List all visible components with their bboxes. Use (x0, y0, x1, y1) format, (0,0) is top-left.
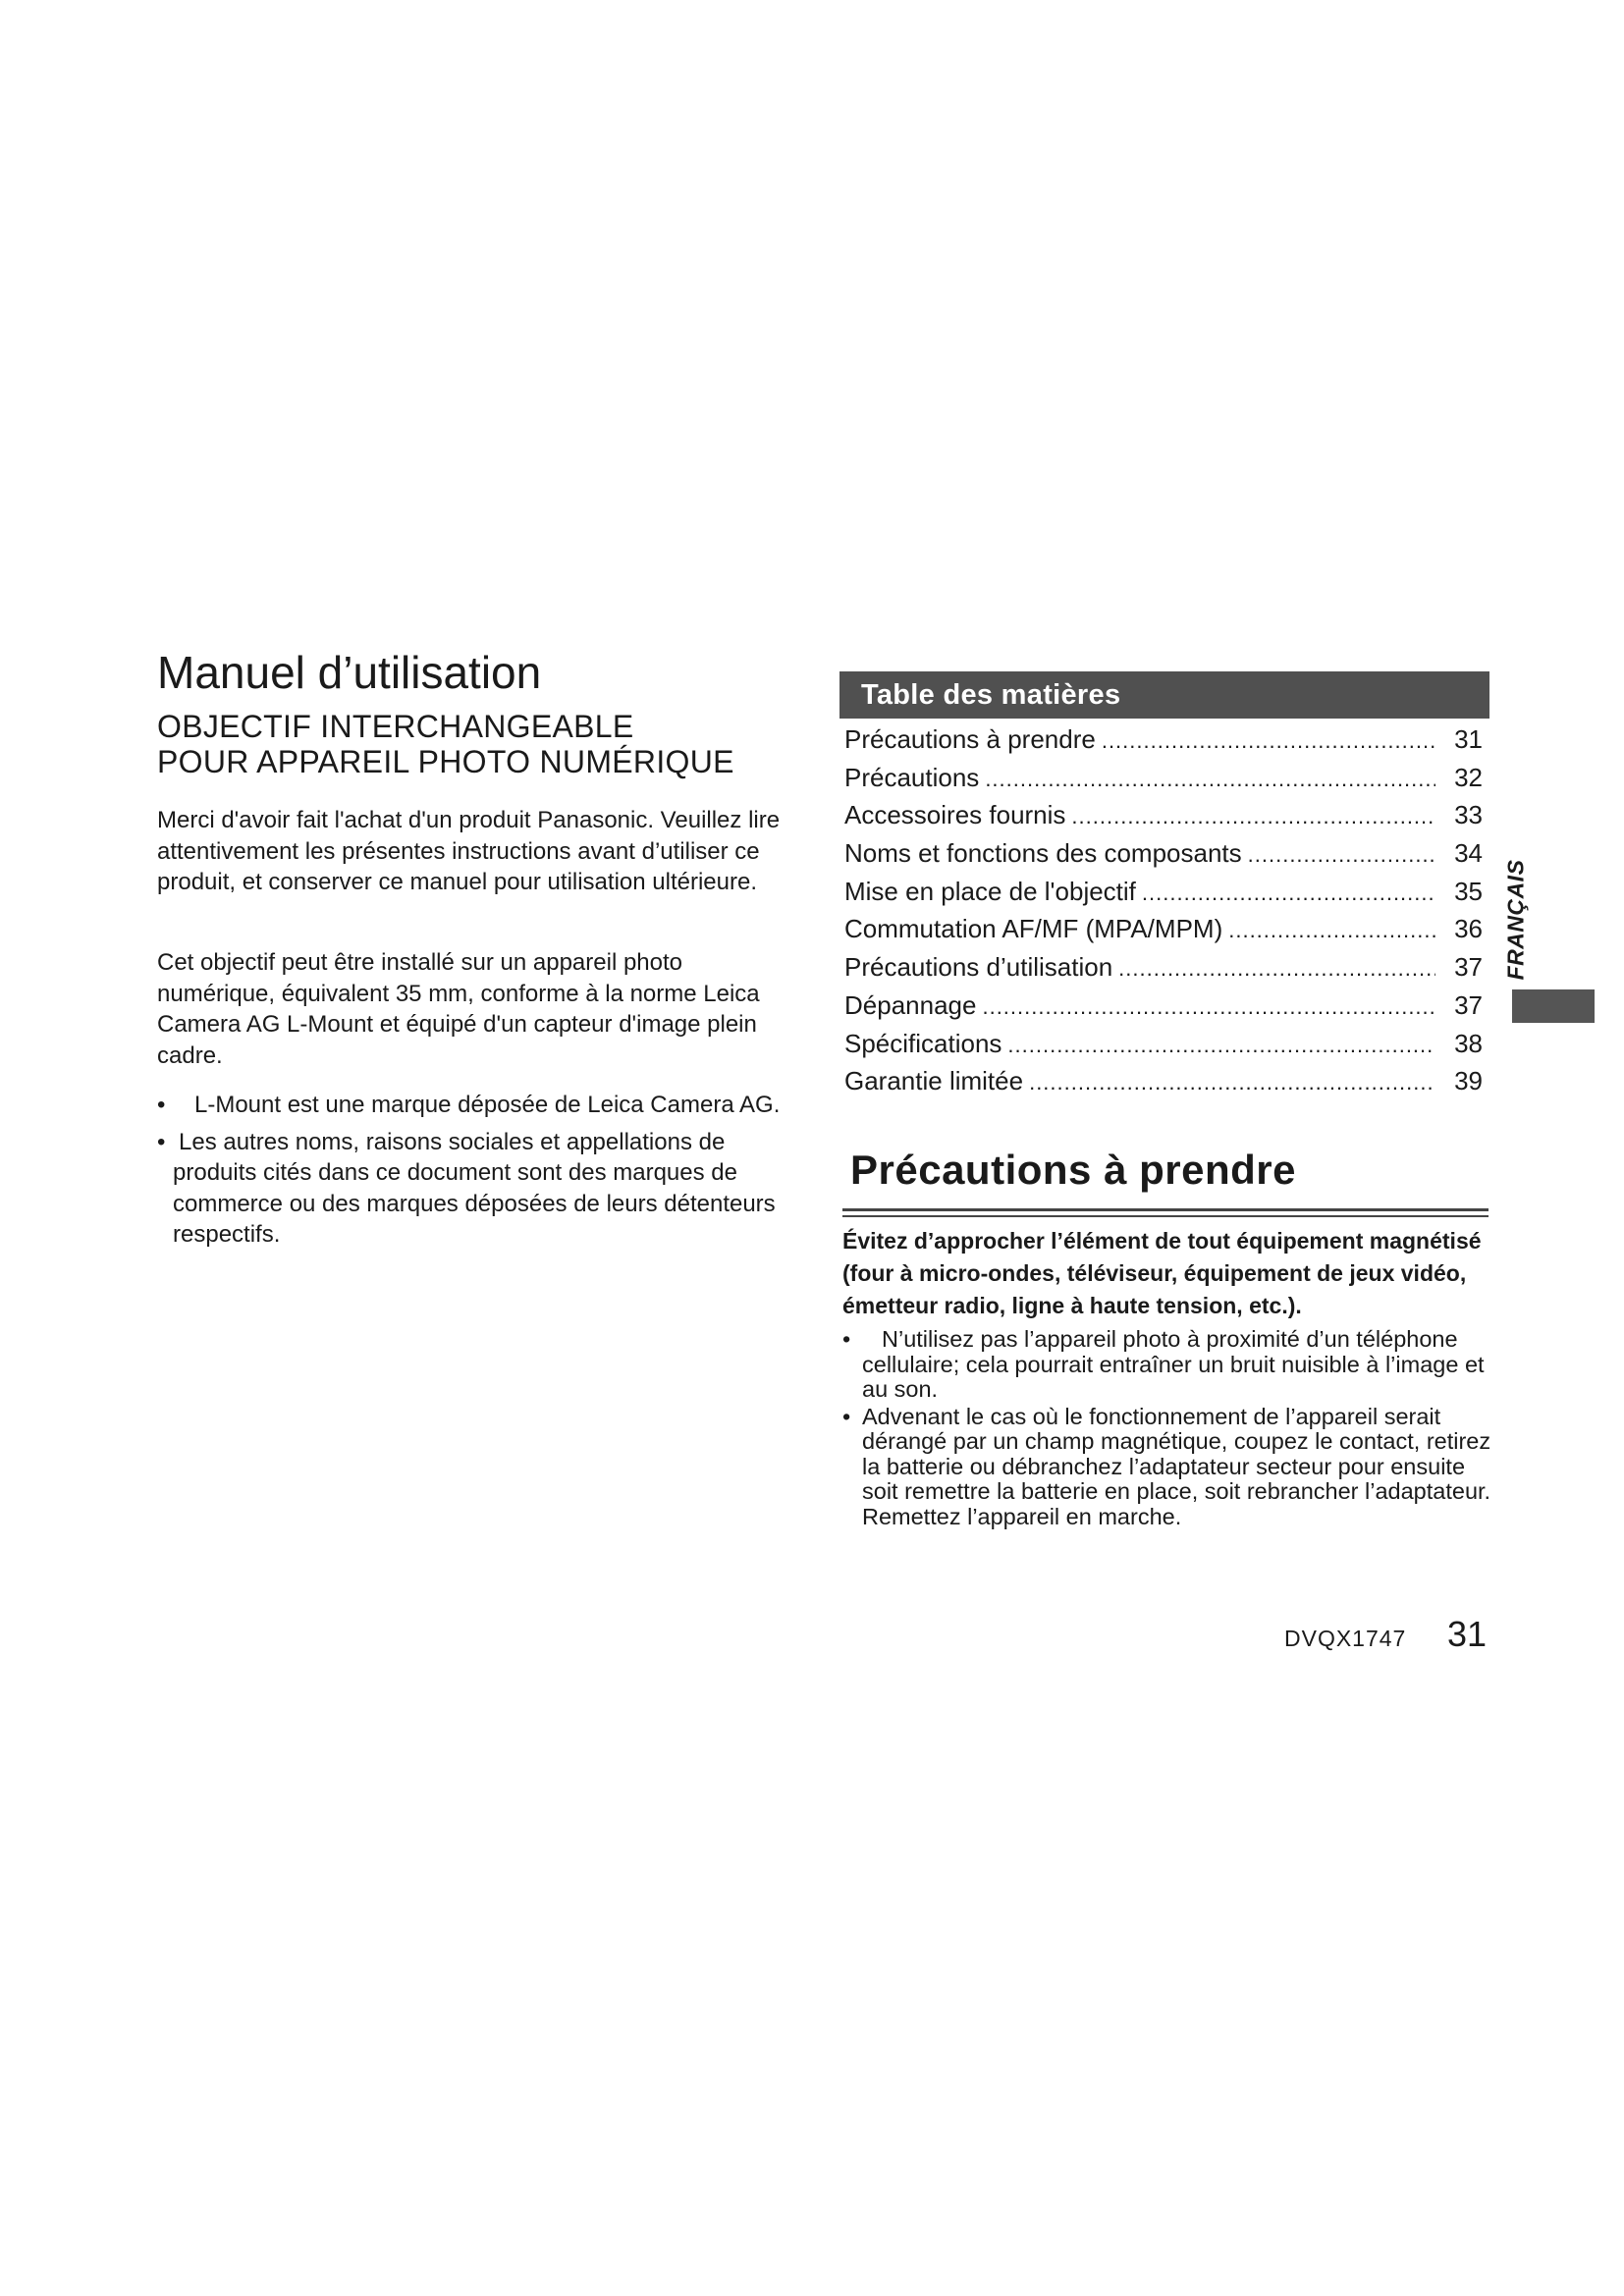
toc-entry[interactable] (844, 952, 1483, 990)
toc-entry-page: 38 (1454, 1028, 1483, 1058)
toc-header (839, 671, 1489, 719)
toc-entry[interactable] (844, 1066, 1483, 1104)
toc-entry[interactable] (844, 990, 1483, 1029)
subtitle-line-1: OBJECTIF INTERCHANGEABLE (157, 709, 634, 744)
toc-entry-label: Spécifications (844, 1028, 1002, 1058)
toc-entry-label: Précautions à prendre (844, 724, 1096, 754)
intro-paragraph-thanks: Merci d'avoir fait l'achat d'un produit Panasonic. Veuillez lire attentivement les présentes instructions avant d’utiliser ce produit, et conserver ce manuel pour utilisation ultérieure. (157, 807, 781, 895)
document-code: DVQX1747 (1284, 1626, 1407, 1651)
dot-leader (982, 994, 1435, 1020)
toc-entry-label: Précautions (844, 762, 980, 792)
language-tab-marker (1512, 989, 1595, 1023)
toc-entry-page: 32 (1454, 762, 1483, 792)
toc-entry[interactable] (844, 763, 1483, 801)
dot-leader (1029, 1070, 1435, 1095)
list-item (157, 1127, 785, 1251)
section-divider (842, 1208, 1489, 1211)
bullet-icon: • (842, 1403, 851, 1429)
page-number: 31 (1447, 1614, 1488, 1654)
toc-entry-page: 39 (1454, 1066, 1483, 1096)
toc-entry-page: 37 (1454, 952, 1483, 983)
toc-heading: Table des matières (861, 679, 1121, 711)
toc-entry-label: Accessoires fournis (844, 800, 1066, 830)
toc-entry-label: Commutation AF/MF (MPA/MPM) (844, 914, 1223, 944)
toc-entry[interactable] (844, 914, 1483, 952)
dot-leader (1248, 842, 1435, 868)
dot-leader (1071, 804, 1435, 829)
toc-entry-label: Mise en place de l'objectif (844, 876, 1136, 906)
product-subtitle (157, 709, 734, 779)
toc-entry-page: 35 (1454, 876, 1483, 906)
toc-entry-page: 36 (1454, 914, 1483, 944)
toc-entry-label: Précautions d’utilisation (844, 952, 1113, 983)
dot-leader (1142, 881, 1435, 906)
list-item (157, 1090, 785, 1121)
manual-title: Manuel d’utilisation (157, 647, 542, 698)
trademark-note-text: L-Mount est une marque déposée de Leica Camera AG. (194, 1092, 781, 1118)
toc-entry-page: 34 (1454, 838, 1483, 869)
toc-entry-page: 33 (1454, 800, 1483, 830)
bullet-icon: • (157, 1128, 166, 1155)
precaution-list (842, 1327, 1498, 1531)
dot-leader (1102, 728, 1435, 754)
toc-entry[interactable] (844, 877, 1483, 915)
table-of-contents (844, 724, 1483, 1104)
bullet-icon: • (157, 1092, 166, 1118)
trademark-note-text: Les autres noms, raisons sociales et appellations de produits cités dans ce document sont des marques de commerce ou des marques déposées de leurs détenteurs respectifs. (173, 1128, 776, 1248)
list-item (842, 1405, 1498, 1530)
dot-leader (1118, 956, 1435, 982)
toc-entry[interactable] (844, 838, 1483, 877)
trademark-notes-list (157, 1090, 785, 1256)
section-title: Précautions à prendre (850, 1147, 1296, 1193)
toc-entry-label: Noms et fonctions des composants (844, 838, 1242, 869)
dot-leader (985, 767, 1435, 792)
language-tab-label: FRANÇAIS (1502, 859, 1529, 981)
intro-paragraph-compatibility: Cet objectif peut être installé sur un appareil photo numérique, équivalent 35 mm, conforme à la norme Leica Camera AG L-Mount et équipé d'un capteur d'image plein cadre. (157, 949, 760, 1069)
subtitle-line-2: POUR APPAREIL PHOTO NUMÉRIQUE (157, 744, 734, 779)
dot-leader (1007, 1033, 1435, 1058)
dot-leader (1228, 918, 1435, 943)
toc-entry-label: Dépannage (844, 989, 977, 1020)
bullet-icon: • (842, 1326, 851, 1352)
toc-entry-page: 37 (1454, 989, 1483, 1020)
list-item (842, 1327, 1498, 1403)
toc-entry[interactable] (844, 800, 1483, 838)
toc-entry-page: 31 (1454, 724, 1483, 754)
precaution-text: Advenant le cas où le fonctionnement de l’appareil serait dérangé par un champ magnétique, coupez le contact, retirez la batterie ou débranchez l’adaptateur secteur pour ensuite soit remettre la batterie en place, soit rebrancher l’adaptateur. Remettez l’appareil en marche. (862, 1403, 1491, 1529)
toc-entry[interactable] (844, 1029, 1483, 1067)
language-tab (1496, 856, 1536, 984)
section-divider (842, 1215, 1489, 1217)
warning-heading: Évitez d’approcher l’élément de tout équipement magnétisé (four à micro-ondes, téléviseur, équipement de jeux vidéo, émetteur radio, ligne à haute tension, etc.). (842, 1228, 1482, 1318)
toc-entry-label: Garantie limitée (844, 1066, 1024, 1096)
precaution-text: N’utilisez pas l’appareil photo à proximité d’un téléphone cellulaire; cela pourrait entraîner un bruit nuisible à l’image et au son. (862, 1326, 1485, 1402)
toc-entry[interactable] (844, 724, 1483, 763)
